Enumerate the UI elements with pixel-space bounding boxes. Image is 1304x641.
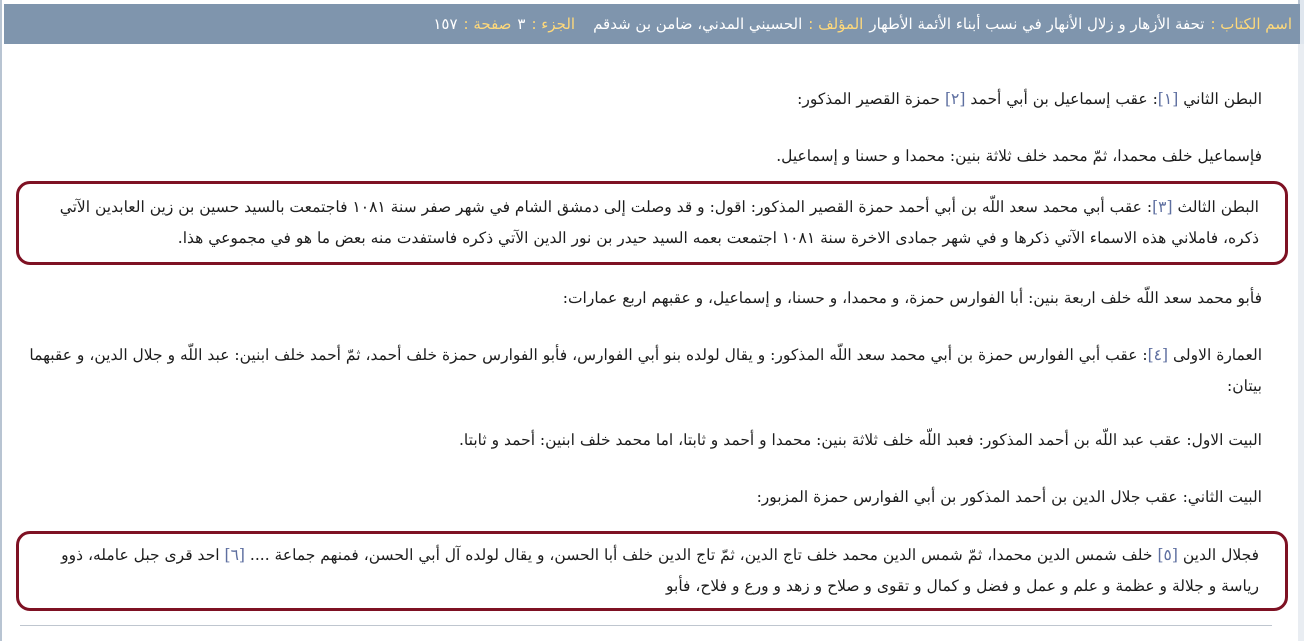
volume-label: الجزء : — [531, 15, 576, 33]
footnote-ref[interactable]: [٤] — [1147, 346, 1169, 364]
footnote-ref[interactable]: [٣] — [1152, 198, 1173, 216]
paragraph-text: خلف شمس الدين محمدا، ثمّ شمس الدين محمد خلف تاج الدين، ثمّ تاج الدين خلف أبا الحسن، و يقال لولده آل أبي الحسن، فمنهم جماعة .... — [249, 546, 1153, 564]
highlighted-paragraph — [16, 531, 1288, 611]
paragraph-text: : عقب أبي الفوارس حمزة بن أبي محمد سعد اللّه المذكور: و يقال لولده بنو أبي الفوارس، فأبو الفوارس حمزة خلف أحمد، ثمّ أحمد خلف ابنين: عبد اللّه و جلال الدين، و عقبهما بيتان: — [29, 346, 1262, 395]
paragraph-text: البطن الثاني — [1183, 90, 1262, 108]
book-info-header — [4, 4, 1300, 44]
paragraph — [16, 340, 1288, 402]
book-label: اسم الكتاب : — [1210, 15, 1292, 33]
paragraph-text: احد قرى جبل عامله، ذوو رياسة و جلالة و عظمة و علم و عمل و فضل و كمال و تقوى و صلاح و زهد و ورع و فلاح، فأبو — [61, 546, 1259, 595]
highlighted-paragraph — [16, 181, 1288, 265]
page-value: ١٥٧ — [433, 15, 458, 33]
paragraph: فإسماعيل خلف محمدا، ثمّ محمد خلف ثلاثة بنين: محمدا و حسنا و إسماعيل. — [776, 147, 1262, 165]
paragraph — [16, 84, 1288, 115]
volume-value: ٣ — [517, 15, 526, 33]
author-name[interactable]: الحسيني المدني، ضامن بن شدقم — [593, 15, 803, 33]
paragraph: البيت الاول: عقب عبد اللّه بن أحمد المذكور: فعبد اللّه خلف ثلاثة بنين: محمدا و أحمد و ثابتا، اما محمد خلف ابنين: أحمد و ثابتا. — [459, 431, 1262, 449]
scrollbar[interactable] — [1298, 44, 1304, 641]
page-divider — [20, 625, 1272, 626]
paragraph-text: فجلال الدين — [1182, 546, 1259, 564]
paragraph: فأبو محمد سعد اللّه خلف اربعة بنين: أبا الفوارس حمزة، و محمدا، و حسنا، و إسماعيل، و عقبهم اربع عمارات: — [562, 289, 1262, 307]
author-label: المؤلف : — [808, 15, 864, 33]
paragraph: البيت الثاني: عقب جلال الدين بن أحمد المذكور بن أبي الفوارس حمزة المزبور: — [756, 488, 1262, 506]
paragraph-text: : عقب إسماعيل بن أبي أحمد — [970, 90, 1158, 108]
footnote-ref[interactable]: [٢] — [944, 90, 966, 108]
paragraph-text: البطن الثالث — [1177, 198, 1259, 216]
footnote-ref[interactable]: [٦] — [224, 546, 245, 564]
page-label: صفحة : — [463, 15, 512, 33]
paragraph-text: حمزة القصير المذكور: — [797, 90, 941, 108]
paragraph-text: : عقب أبي محمد سعد اللّه بن أبي أحمد حمزة القصير المذكور: اقول: و قد وصلت إلى دمشق الشام في شهر صفر سنة ١٠٨١ فاجتمعت بالسيد حسين بن زين العابدين الآتي ذكره، فاملاني هذه الاسماء الآتي ذكرها و في شهر جمادى الاخرة سنة ١٠٨١ اجتمعت بعمه السيد حيدر بن نور الدين الآتي ذكره فاستفدت منه بعض ما هو في مجموعي هذا. — [59, 198, 1259, 247]
paragraph-text: العمارة الاولى — [1173, 346, 1262, 364]
footnote-ref[interactable]: [١] — [1157, 90, 1179, 108]
book-title[interactable]: تحفة الأزهار و زلال الأنهار في نسب أبناء الأئمة الأطهار — [869, 15, 1205, 33]
footnote-ref[interactable]: [٥] — [1157, 546, 1178, 564]
